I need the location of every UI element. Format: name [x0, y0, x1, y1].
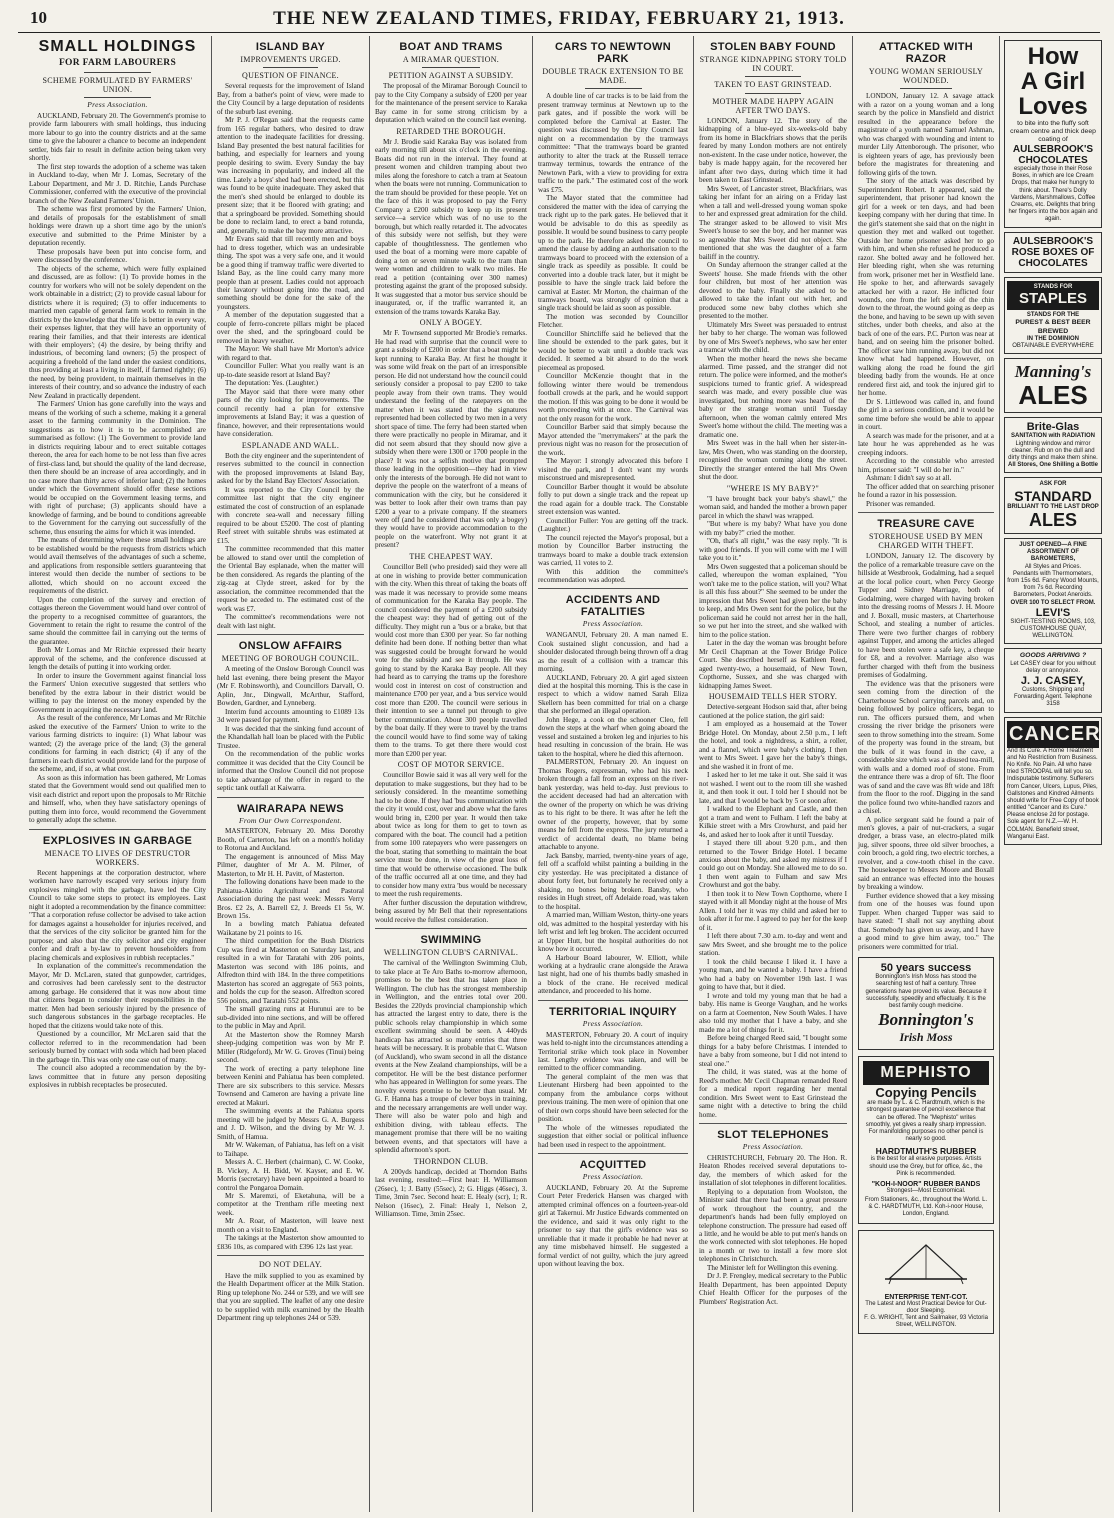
advert-casey — [1004, 648, 1102, 712]
ad-price: All Stores, One Shilling a Bottle — [1007, 462, 1098, 469]
paragraph: Recent happenings at the corporation destructor, where workmen have narrowly escaped very serious injury from explosives mingled with the garbage, have led the City Council to take some steps to protect its employees. Last night it adopted a recommendation by the finance committee: "That a corporation refuse collector be advised to take action for damages against a householder for injuries received, and that the services of the city solicitor be granted him for the purpose; and also that the city solicitor and city engineer confer and draft a by-law to prevent householders from placing chemicals and explosives in rubbish receptacles." — [29, 868, 206, 962]
ad-brand: J. J. CASEY, — [1020, 674, 1086, 687]
column-3 — [369, 36, 532, 1512]
ad-brand: LEVI'S — [1035, 606, 1071, 619]
deck: TAKEN TO EAST GRINSTEAD. — [714, 80, 832, 90]
paragraph: Mrs Sweet was in the hall when her sister-in-law, Mrs Owen, who was standing on the doorstep, recognised the woman coming along the street. Directly the stranger entered the hall Mrs Owen shut the door. — [699, 439, 847, 482]
article-body — [29, 112, 206, 825]
advert-brite-glas — [1004, 417, 1102, 473]
ad-tagline: BREWED — [1037, 327, 1069, 335]
headline-treasure-cave: TREASURE CAVE — [877, 518, 975, 531]
paragraph: The small grazing runs at Hurunui are to be sub-divided into nine sections, and will be offered to the public in May and April. — [217, 1005, 364, 1031]
paragraph: A search was made for the prisoner, and at a late hour he was apprehended as he was creeping indoors. — [858, 431, 994, 457]
deck: MEETING OF BOROUGH COUNCIL. — [221, 654, 360, 664]
paragraph: The general complaint of the men was that Lieutenant Hirsberg had been appointed to the company from the ambulance corps without previous training. The men were of opinion that one of their own corps should have been selected for the position. — [538, 1072, 688, 1124]
ad-tagline: OVER 100 TO SELECT FROM. — [1010, 599, 1096, 606]
newspaper-title: THE NEW ZEALAND TIMES, FRIDAY, FEBRUARY 21, 1913. — [273, 8, 845, 29]
ad-tagline: OBTAINABLE EVERYWHERE — [1012, 342, 1094, 349]
deck: A MIRAMAR QUESTION. — [402, 55, 500, 64]
ad-body: And its Cure. A Home Treatment and No Restriction from Business. No Knife. No Pain. All who have tried STROOPAL will tell you so. Indisputable testimony. Sufferers from Cancer, Ulcers, Lupus, Piles, Gallstones and Kindred Ailments should write for Free Copy of book entitled "Cancer and its Cure." Please enclose 2d for postage. Sole agent for N.Z.—W. H. COLMAN. Benefield street, Wanganui East. — [1007, 747, 1099, 840]
paragraph: A married man, William Weston, thirty-one years old, was admitted to the hospital yesterday with his left wrist and left leg broken. The accident occurred at Upper Hutt, but the hospital authorities do not know how it occurred. — [538, 911, 688, 954]
paragraph: The Mayor: I strongly advocated this before I visited the park, and I don't want my words misconstrued and misrepresented. — [538, 457, 688, 483]
paragraph: The means of determining where these small holdings are to be established would be the requests from districts which would avail themselves of the advantages of such a scheme, and applications from responsible settlers guaranteeing that interest would then decide the number of sections to be allotted, which should on no account exceed the requirements of the district. — [29, 536, 206, 596]
article-divider — [375, 928, 527, 929]
ad-body: The Latest and Most Practical Device for Out-door Sleeping. — [865, 1300, 987, 1314]
ad-address: SIGHT-TESTING ROOMS, 103, CUSTOMHOUSE QUAY, WELLINGTON. — [1010, 618, 1096, 640]
paragraph: Mrs Owen suggested that a policeman should be called, whereupon the woman explained, "You won't take me to the police station, will you? What is all this fuss about?" She seemed to be under the impression that Mrs Sweet had given her the baby to keep, and Mrs Owen sent for the police, but the policeman said he could not arrest her in the hall, so we put her into the street, and she walked with him to the police station. — [699, 562, 847, 639]
paragraph: In order to insure the Government against financial loss the Farmers' Union executive suggested that settlers who benefited by the extra labour in their district would be willing to pay the interest on the money expended by the Government in acquiring the necessary land. — [29, 671, 206, 714]
paragraph: The committee recommended that this matter be allowed to stand over until the completion of the Oriental Bay esplanade, when the matter will be then considered. As regards the planting of the zig-zag at Clyde street, asked for by the association, the committee recommended that the request be acceded to. The estimated cost of the work was £7. — [217, 545, 364, 613]
paragraph: The first step towards the adoption of a scheme was taken in Auckland to-day, when Mr J. Lomas, Secretary of the Labour Department, and Mr J. D. Ritchie, Lands Purchase Commissioner, conferred with the executive of the provincial branch of the New Zealand Farmers' Union. — [29, 162, 206, 205]
paragraph: "But where is my baby? What have you done with my baby?" cried the mother. — [699, 520, 847, 537]
paragraph: The engagement is announced of Miss May Pilmer, daughter of Mr A. M. Pilmer, of Masterton, to Mr H. H. Pavitt, of Masterton. — [217, 852, 364, 878]
paragraph: The evidence was that the prisoners were seen coming from the direction of the Charterhouse School carrying parcels and, on being followed by police officers, began to run. The officers pursued them, and when crossing the river bridge the prisoners were seen to throw something into the stream. Some of the property was found in the stream, but the bulk of it was found in the cave, a considerable size which was a disused tea-mill, with walls and a domed roof of stone. From the entrance there was a drop of 6ft. The floor was of sand and the cave was 8ft wide and 18ft from the floor to the roof. Digging in the sand the police found two white-handled razors and a chisel. — [858, 679, 994, 816]
article-body — [217, 82, 364, 438]
ad-tagline: IN THE DOMINION — [1027, 335, 1079, 342]
masthead — [18, 6, 1100, 33]
article-divider — [538, 1153, 688, 1154]
headline-swimming: SWIMMING — [420, 934, 482, 947]
ad-tagline: ASK FOR — [1039, 481, 1067, 488]
divider — [585, 88, 642, 89]
article-body — [858, 92, 994, 508]
advert-mephisto — [858, 1056, 994, 1223]
headline-boat-and-trams: BOAT AND TRAMS — [399, 41, 503, 53]
paragraph: When the mother heard the news she became alarmed. Time passed, and the stranger did not return. The police were informed, and the mother's suspicions turned to frantic grief. A widespread search was made, and every possible clue was investigated, but nothing more was heard of the baby or the strange woman until Tuesday afternoon, when the woman calmly entered Mrs Sweet's home without the child. The meeting was a dramatic one. — [699, 354, 847, 439]
article-body — [699, 495, 847, 690]
headline-attacked-with-razor: ATTACKED WITH RAZOR — [879, 41, 973, 65]
ad-subheadline: HARDTMUTH'S RUBBER — [875, 1146, 977, 1157]
column-5 — [693, 36, 852, 1512]
paragraph: Mr S. Maremzi, of Eketahuna, will be a competitor at the Trentham rifle meeting next week. — [217, 1191, 364, 1217]
paragraph: LONDON, January 12. The story of the kidnapping of a blue-eyed six-weeks-old baby from its home in Blackfriars shows that the perils feared by many London mothers are not entirely non-existent. In the case under notice, however, the baby is made happy again, for the recovered her infant after two days, during which time it had been taken to East Grinstead. — [699, 116, 847, 185]
headline-cars-to-newtown: CARS TO NEWTOWN PARK — [555, 41, 671, 65]
section-heading: COST OF MOTOR SERVICE. — [397, 760, 505, 770]
paragraph: Replying to a deputation from Woolston, the Minister said that there had been a great pressure of work throughout the country, and the department's hands had been fully employed on telephone construction. The pressure had eased off a little, and he would be able to put men's hands on the work connected with slot telephones. He hoped in a month or two to install a few more slot telephones in Christchurch. — [699, 1187, 847, 1264]
deck: WELLINGTON CLUB'S CARNIVAL. — [383, 948, 519, 958]
column-1 — [24, 36, 211, 1512]
paragraph: Interim fund accounts amounting to £1089 13s 3d were passed for payment. — [217, 707, 364, 725]
headline-explosives: EXPLOSIVES IN GARBAGE — [42, 834, 193, 847]
divider — [84, 72, 151, 73]
deck: QUESTION OF FINANCE. — [242, 71, 339, 81]
headline-accidents: ACCIDENTS AND FATALITIES — [565, 594, 661, 619]
staples-banner — [1007, 281, 1099, 311]
paragraph: AUCKLAND, February 20. At the Supreme Court Peter Frederick Hansen was charged with attempted criminal offences on a fourteen-year-old girl at Takernui. Mr Justice Edwards commented on the evidence, and said it was only right to the prisoner to say that the girl's evidence was so unreliable that it made it probable he had never at any time misbehaved himself. He suggested a formal verdict of not guilty, which the jury agreed upon without leaving the box. — [538, 1183, 688, 1269]
ad-body: Lightning window and mirror cleaner. Rub on on the dull and dirty things and make them shine. — [1008, 440, 1098, 462]
ad-brand: AULSEBROOK'S — [1012, 235, 1094, 247]
paragraph: Before being charged Reed said, "I bought some things for a baby before Christmas. I intended to have a baby from someone, but I did not intend to steal one." — [699, 1034, 847, 1068]
article-body — [375, 329, 527, 550]
ad-brand: Bonnington's — [878, 1010, 974, 1030]
advert-mannings-ales — [1004, 358, 1102, 413]
ad-tagline: BRILLIANT TO THE LAST DROP — [1007, 504, 1099, 510]
ad-product: CHOCOLATES — [1018, 257, 1088, 269]
article-body — [375, 771, 527, 924]
paragraph: I then took it to New Town Copthorne, where I stayed with it all Monday night at the house of Mrs Allen. I told her it was my child and asked her to look after it for me. I agreed to pay her for the keep of it. — [699, 889, 847, 932]
paragraph: Several requests for the improvement of Island Bay, from a bather's point of view, were made to the City Council by a large deputation of residents of the suburb last evening. — [217, 82, 364, 116]
credit-line: Press Association. — [742, 1142, 804, 1152]
paragraph: In a bowling match Pahiatua defeated Waikatane by 21 points to 16. — [217, 920, 364, 937]
paragraph: Councillor Shirtcliffe said he believed that the line should be extended to the park gates, but it would be better to wait until a double track was decided. It seemed a bit absurd to do the work piecemeal as proposed. — [538, 329, 688, 372]
paragraph: The Mayor: We shall have Mr Morton's advice with regard to that. — [217, 345, 364, 362]
paragraph: WANGANUI, February 20. A man named E. Cook sustained slight concussion, and had a shoulder dislocated through being thrown off a drag as the result of a collision with a tramcar this morning. — [538, 631, 688, 674]
ad-product: ROSE BOXES OF — [1011, 246, 1095, 258]
ad-headline: CANCER — [1007, 721, 1099, 748]
deck: SCHEME FORMULATED BY FARMERS' UNION. — [42, 75, 193, 95]
ad-body: Strongest—Most Economical. — [886, 1187, 966, 1194]
paragraph: Both the city engineer and the superintendent of reserves submitted to the council in connection with the proposed improvements at Island Bay, asked for by the Island Bay Electors' Association. — [217, 451, 364, 486]
paragraph: After further discussion the deputation withdrew, being assured by Mr Bell that their representations would receive the fullest consideration. — [375, 898, 527, 924]
section-heading: "WHERE IS MY BABY?" — [726, 483, 820, 493]
article-divider — [217, 797, 364, 798]
paragraph: On the recommendation of the public works committee it was decided that the City Council be informed that the Onslow Council did not propose to take advantage of the offer in regard to the septic tank outfall at Kaiwarra. — [217, 750, 364, 793]
credit-line: From Our Own Correspondent. — [239, 815, 342, 825]
paragraph: Ashman: I didn't say so at all. — [866, 474, 952, 483]
paragraph: Ultimately Mrs Sweet was persuaded to entrust her baby to her charge. The woman was followed by one of Mrs Sweet's nephews, who saw her enter a tramcar with the child. — [699, 320, 847, 355]
ad-subheadline: Copying Pencils — [875, 1085, 977, 1101]
paragraph: Mr J. Brodie said Karaka Bay was isolated from early morning till about six o'clock in the evening. Boats did not run in the interval. They found at present women and children tramping about two miles along the foreshore to catch a tram at Seatoun when the boats were not running. Communication to the tram should be provided for these people. Yet on the face of this it was proposed to pay the Ferry Company a £200 subsidy to keep up its present service—a service which was of no use to the borough, but which really retarded it. The advocates of this subsidy were not selfish, but they were capable of thoughtlessness. The gentlemen who used the boat of a morning were more capable of doing a ten or seven minute walk to the tram than were women and children to walk two miles. He read a petition (containing over 300 names) protesting against the grant of the proposed subsidy. It was suggested that a motor bus service should be inaugurated, or, if the traffic warranted it, an extension of the trams towards Karaka Bay. — [375, 137, 527, 316]
paragraph: MASTERTON, February 20. A court of inquiry was held to-night into the circumstances attending a Territorial strike which took place in November last. Lengthy evidence was taken, and will be remitted to the officer commanding. — [538, 1030, 688, 1073]
section-heading: HOUSEMAID TELLS HER STORY. — [708, 692, 838, 702]
ad-headline: ENTERPRISE TENT-COT. — [884, 1293, 968, 1301]
paragraph: Jack Bansby, married, twenty-nine years of age, fell off a scaffold whilst painting a building in the city yesterday. He was precipitated a distance of about forty feet, but fortunately he received only a shaking, no bones being broken. Bansby, who resides in Hugh street, off Adelaide road, was taken to the hospital. — [538, 851, 688, 911]
paragraph: The whole of the witnesses repudiated the suggestion that either social or political influence had been used in respect to the appointment. — [538, 1123, 688, 1149]
column-2 — [211, 36, 369, 1512]
ad-brand: AULSEBROOK'S — [1012, 144, 1094, 156]
ad-footer: F. G. WRIGHT, Tent and Sailmaker, 93 Victoria Street, WELLINGTON. — [864, 1315, 988, 1329]
paragraph: With this addition the committee's recommendation was adopted. — [538, 567, 688, 584]
article-body — [217, 827, 364, 1251]
ad-product: ALES — [1028, 510, 1077, 531]
paragraph: I stayed there till about 9.20 p.m., and then returned to the Tower Bridge Hotel. I became anxious about the baby, and asked my mistress if I could go out on Monday. She allowed me to do so. I then went again to Fulham and saw Mrs Crowhurst and got the baby. — [699, 839, 847, 890]
paragraph: CHRISTCHURCH, February 20. The Hon. R. Heaton Rhodes received several deputations to-day, the members of which asked for the installation of slot telephones in different localities. — [699, 1153, 847, 1188]
ad-tagline: STANDS FOR THE — [1026, 312, 1080, 319]
tent-cot-illustration — [881, 1239, 971, 1285]
headline-acquitted: ACQUITTED — [579, 1159, 647, 1172]
paragraph: I left there about 7.30 a.m. to-day and went and saw Mrs Sweet, and she brought me to the police station. — [699, 932, 847, 958]
paragraph: A double line of car tracks is to be laid from the present tramway terminus at Newtown up to the park gates, and if possible the work will be completed before the Carnival at Easter. The question was discussed by the City Council last night on a recommendation by the tramways committee: "That the tramways board be granted authority to alter the track at the Russell terrace tramway terminus, towards the entrance of the Newtown Park, with a view to providing for extra traffic to the park." The estimated cost of the work was £75. — [538, 92, 688, 194]
credit-line: Press Association. — [87, 100, 148, 110]
article-body — [538, 1184, 688, 1269]
ad-footer: From Stationers, &c., throughout the World. L. & C. HARDTMUTH, Ltd. Koh-i-noor House, London, England. — [864, 1197, 988, 1218]
ad-headline: Loves — [1018, 93, 1088, 121]
ad-tagline: STANDS FOR — [1033, 283, 1073, 290]
paragraph: Councillor Fuller: What you really want is an up-to-date seaside resort at Island Bay? — [217, 362, 364, 379]
advert-levis-barometers — [1004, 538, 1102, 644]
advert-aulsebrook-how-a-girl-loves — [1004, 40, 1102, 228]
paragraph: Mr Evans said that till recently men and boys had to dress together, which was an undesirable thing. The spot was a very safe one, and it would be a good thing if tramway traffic were diverted to Island Bay, as the line could carry many more people than at present. Ladies could not approach their lavatory without going into the road, and something should be done for the sake of the youngsters. — [217, 235, 364, 311]
paragraph: The carnival of the Wellington Swimming Club, to take place at Te Aro Baths to-morrow afternoon, promises to be the best that has taken place in Wellington. The club has the strongest membership in Wellington, and the entries total over 200. Besides the 220yds provincial championship which has attracted the largest entry to date, there is the public schools relay championship in which some excellent swimming should be seen. A 440yds handicap has attracted so many entries that three heats will be necessary. It is probable that C. Watson (of Auckland), who swam second in all the distance events at the New Zealand championships, will be a competitor. He will be the best distance performer who has appeared in Wellington for some years. The novelty events promise to be better than usual. Mr G. F. Hanna has a troupe of clever boys in training, and the necessary arrangements are well under way. There will also be water polo and high and exhibition diving, with tableau effects. The management promise that there will be no waiting between events, and that spectators will have a splendid afternoon's sport. — [375, 959, 527, 1155]
paragraph: A police sergeant said he found a pair of men's gloves, a pair of nut-crackers, a sugar dredger, a brass vase, an electro-plated milk jug, silver spoons, three old silver brooches, a coin brooch, a gold ring, two electric torches, a revolver, and a cow-tooth chisel in the cave. The housekeeper to Messrs Moore and Boxall said an entrance was effected into the houses by breaking a window. — [858, 815, 994, 892]
ad-body: especially those in their Rose Boxes, in which are Ice Cream Drops, that make her hungry to think about. There's Dolly Vardens, Marshmallows, Coffee Creams, etc. Delights that bring her fingers into the box again and again. — [1008, 166, 1098, 223]
paragraph: A meeting of the Onslow Borough Council was held last evening, there being present the Mayor (Mr F. Robinsworth), and Councillors Darvall, O. Aplin, Jnr., Dingwall, McArthur, Stafford, Bowden, Gardner, and Lynneberg. — [217, 665, 364, 708]
advert-staples — [1004, 277, 1102, 355]
divider — [422, 67, 480, 68]
paragraph: The work of erecting a party telephone line between Kenini and Pahiatua has been completed. There are six subscribers to this service. Messrs Townsend and Cameron are having a private line erected at Makuri. — [217, 1064, 364, 1107]
advertisement-column — [999, 36, 1102, 1512]
section-heading: RETARDED THE BOROUGH. — [396, 126, 506, 136]
section-heading: ESPLANADE AND WALL. — [241, 440, 340, 450]
paragraph: Mrs Sweet, of Lancaster street, Blackfriars, was taking her infant for an airing on a Friday last when a tall and well-dressed young woman spoke to her and expressed great admiration for the child. The stranger asked to be allowed to visit Mrs Sweet's house to see the boy, and her manner was so agreeable that Mrs Sweet did not object. She mentioned that she was the daughter of a farm bailiff in the country. — [699, 184, 847, 261]
headline-territorial: TERRITORIAL INQUIRY — [549, 1005, 677, 1018]
column-4 — [532, 36, 693, 1512]
deck: STOREHOUSE USED BY MEN CHARGED WITH THEFT. — [869, 532, 983, 551]
paragraph: The officer added that on searching prisoner he found a razor in his possession. — [858, 482, 994, 500]
ad-brand: STANDARD — [1014, 487, 1092, 504]
article-body — [858, 552, 994, 951]
headline-small-holdings: SMALL HOLDINGS — [38, 38, 197, 55]
paragraph: "Oh, that's all right," was the easy reply. "It is with good friends. If you will come with me I will take you to it." — [699, 537, 847, 563]
paragraph: MASTERTON, February 20. Miss Dorothy Booth, of Carterton, has left on a month's holiday to Rotorua and Auckland. — [217, 827, 364, 853]
paragraph: On Sunday afternoon the stranger called at the Sweets' house. She made friends with the other four children, but most of her attention was devoted to the baby. Finally she asked to be allowed to take the infant out with her, and produced some new baby clothes which she presented to the mother. — [699, 261, 847, 321]
paragraph: A Harbour Board labourer, W. Elliott, while working at a hydraulic crane alongside the Arawa last night, had one of his thumbs badly smashed in a block of the crane. He received medical attendance, and proceeded to his home. — [538, 953, 688, 996]
paragraph: The Mayor stated that the committee had considered the matter with the idea of carrying the track right up to the park gates. He believed that it would be advisable to do this as speedily as possible. It would be sound business to carry people up to the park. He therefore asked the council to amend the clause by adding an authorisation to the tramways board to proceed with the extension of a single track as speedily as possible. It could be converted into a double track later, but it might be possible to have the single track laid before the carnival at Easter. Mr Morton, the chairman of the tramways board, was strongly of opinion that a single track should be laid as soon as possible. — [538, 194, 688, 313]
advert-tent-cot — [858, 1230, 994, 1335]
article-divider — [699, 1123, 847, 1124]
paragraph: According to the constable who arrested him, prisoner said: "I will do her in." — [858, 457, 994, 474]
paragraph: Councillor Bell (who presided) said they were all at one in wishing to provide better communication with the city. When this threat of taking the boats off was made it was necessary to provide some means of communication for the Karaka Bay people. The council considered the payment of a £200 subsidy the cheapest way: they had of getting out of the difficulty. They might run a 'bus or a brake, but that would cost more than £300 per year. So far nothing definite had been done. If nothing better than what was suggested could be brought forward he would vote for the subsidy and see it through. He was going to stand by the Karaka Bay people. All they had heard as to carrying the trams up the foreshore would cost in interest on cost of construction and maintenance £700 per year, and a 'bus service would cost more than £200. The council were serious in their intention to see a tunnel put through to give better communication. About 300 people travelled by the boat daily. If they were to travel by the trams the council would have to find some way of taking them to the trams. To get there there would cost more than £200 per year. — [375, 563, 527, 758]
credit-line: Press Association. — [582, 619, 644, 629]
divider — [900, 88, 952, 89]
headline-onslow: ONSLOW AFFAIRS — [238, 640, 343, 653]
paragraph: LONDON, January 12. The discovery by the police of a remarkable treasure cave on the hillside at Westbrook, Godalming, had a sequel at the local police court, when Percy George Tupper and Sidney Marriage, both of Godalming, were charged with having broken into the dressing rooms of Messrs J. H. Moore and J. Boxall, music masters, at Charterhouse School, and stealing a number of articles. There were two further charges of robbery against Tupper, and among the articles alleged to have been stolen were a safe key, a cheque for £8, and a revolver. Marriage also was further charged with theft from the business premises of Godalming. — [858, 552, 994, 680]
paragraph: John Hege, a cook on the schooner Cleo, fell down the steps at the wharf when going aboard the vessel and sustained a broken leg and injuries to his head resulting in concussion of the brain. He was taken to the hospital, where he died this afternoon. — [538, 715, 688, 758]
section-heading: THORNDON CLUB. — [413, 1156, 489, 1166]
page-number: 10 — [30, 8, 47, 27]
divider — [84, 97, 151, 98]
paragraph: LONDON, January 12. A savage attack with a razor on a young woman and a long search by the police in Mansfield and district resulted in the appearance before the magistrate of a youth named Samuel Ashman, who was charged with wounding and intent to murder Lily Attenborough. The prisoner, who is eighteen years of age, has previously been before the magistrates for threatening and following girls of the town. — [858, 92, 994, 177]
paragraph: I took the child because I liked it. I have a young man, and he wanted a baby. I have a friend who had a baby on November 19th last. I was going to have that, but it died. — [699, 957, 847, 992]
paragraph: Both Mr Lomas and Mr Ritchie expressed their hearty approval of the scheme, and the conference discussed at length the details of putting it into working order. — [29, 646, 206, 672]
paragraph: Councillor Bowie said it was all very well for the deputation to make suggestions, but they had to be seriously considered. In the meantime something had to be done. If they had 'bus communication with the city it would cost, over and above what the fares would bring in, £200 per year. It would then take about twice as long for them to get to town as compared with the boat. The council had a petition from some 100 ratepayers who were passengers on the boat, stating that something to maintain the boat service must be done, in view of the great loss of time that would be otherwise occasioned. The bulk of the traffic occurred all at one time, and they had to consider how many extra 'bus would be necessary to meet the rush requirements. — [375, 771, 527, 899]
ad-product: ALES — [1018, 380, 1088, 411]
paragraph: The third competition for the Bush Districts Cup was fired at Masterton on Saturday last, and resulted in a win for Taratahi with 206 points, Masterton was second with 186 points, and Alfredton third with 184. In the three competitions Masterton has scored an aggregate of 563 points, and holds the cup for the season. Alfredton scored 556 points, and Taratahi 552 points. — [217, 937, 364, 1005]
ad-brand: Brite-Glas — [1026, 421, 1080, 434]
article-body — [699, 703, 847, 1119]
paragraph: The swimming events at the Pahiatua sports meeting will be judged by Messrs G. A. Burgess and J. D. Wilson, and the diving by Mr W. J. Smith, of Hamua. — [217, 1107, 364, 1141]
paragraph: In explanation of the committee's recommendation the Mayor, Mr D. McLaren, stated that gunpowder, cartridges, and corrosives had been carelessly sent to the destructor among garbage. He considered that it was now about time that citizens began to consider their responsibilities in the matter. Men had been seriously injured by the presence of such dangerous substances in the garbage receptacles. He hoped that the citizens would take note of this. — [29, 962, 206, 1030]
paragraph: AUCKLAND, February 20. A girl aged sixteen died at the hospital this morning. This is the case in respect to which a widow named Sarah Eliza Skellern has been committed for trial on a charge that she performed an illegal operation. — [538, 673, 688, 716]
paragraph: Have the milk supplied to you as examined by the Health Department officer at the Milk Station. Ring up telephone No. 244 or 539, and we will see that you are supplied. The leaflet of any one desire to be supplied with milk examined by the Health Department ring up telephones 244 or 539. — [217, 1271, 364, 1322]
ad-headline: How — [1027, 43, 1079, 70]
divider — [745, 93, 801, 94]
advert-cancer-cure — [1004, 717, 1102, 845]
paragraph: Upon the completion of the survey and erection of cottages thereon the Government would hand over control of the property to a recognised committee of guarantors, the Government to retain the right to resume the control of the same should the committee fail in carrying out the terms of the guarantee. — [29, 595, 206, 646]
paragraph: I am employed as a housemaid at the Tower Bridge Hotel. On Monday, about 2.50 p.m., I left the hotel, and took a nightdress, a shirt, a roller, and a flannel, which were baby's clothing. I then went to Mrs Sweet. I gave her the baby's things, and she washed it in front of me. — [699, 720, 847, 771]
ad-headline: MEPHISTO — [863, 1061, 989, 1085]
paragraph: The deputation: Yes. (Laughter.) — [225, 379, 319, 388]
credit-line: Press Association. — [582, 1172, 644, 1182]
paragraph: I wrote and told my young man that he had a baby. His name is George Vaughan, and he works on a farm at Coementon, New South Wales. I have also told my mother that I have a baby, and she made me a lot of things for it. — [699, 991, 847, 1034]
paragraph: I walked to the Elephant and Castle, and then got a tram and went to Fulham. I left the baby at Kilkie street with a Mrs Crowhurst, and paid her 4s, and asked her to look after it until Tuesday. — [699, 805, 847, 839]
article-body — [375, 1168, 527, 1219]
article-divider — [858, 512, 994, 513]
section-heading: THE CHEAPEST WAY. — [409, 551, 493, 561]
section-heading: ONLY A BOGEY. — [419, 318, 483, 328]
paragraph: The Farmers' Union has gone carefully into the ways and means of the working of such a scheme, making it a general asset to the farming community in the Dominion. The suggestions as to how it is to be accomplished are summarised as follow: (1) The Government to provide land in districts requiring labour and to erect suitable cottages thereon, the area for each home to be not less than five acres of first-class land, but should the quality of the land decrease, then there should be an increase of area accordingly, and in no case more than thirty acres of inferior land; (2) the homes under which the Government should offer these sections would be occupied on the Government leasing terms, and with right of purchase; (3) applicants should have a knowledge of farming, and be bound to conditions agreeable to the Government for the carrying out successfully of the scheme, thus ensuring the aims for which it was intended. — [29, 400, 206, 536]
deck: YOUNG WOMAN SERIOUSLY WOUNDED. — [868, 67, 984, 86]
paragraph: Mr A. Roar, of Masterton, will leave next month on a visit to England. — [217, 1217, 364, 1234]
ad-brand-line: Irish Moss — [899, 1030, 953, 1045]
paragraph: The council rejected the Mayor's proposal, but a motion by Councillor Barber instructing the tramways board to make a double track extension was carried, 11 votes to 2. — [538, 533, 688, 568]
paragraph: The Mayor said that there were many other parts of the city looking for improvements. The council recently had a plan for extensive improvements at Island Bay; it was a question of finance, however, and their representations would have consideration. — [217, 387, 364, 439]
article-divider — [217, 1255, 364, 1256]
article-body — [375, 959, 527, 1154]
paragraph: These proposals have been put into concise form, and were discussed by the conference. — [29, 247, 206, 265]
paragraph: The proposal of the Miramar Borough Council to pay to the City Company a subsidy of £200 per year for the maintenance of the present service to Karaka Bay came in for some strong criticism by a deputation which waited on the council last evening. — [375, 82, 527, 125]
paragraph: The Minister left for Wellington this evening. — [707, 1263, 838, 1272]
paragraph: Further evidence showed that a key missing from one of the houses was found upon Tupper. When charged Tupper was said to have stated: "I shall not say anything about that. Somebody has given us away, and I have a good mind to give him away, too." The prisoners were committed for trial. — [858, 891, 994, 951]
article-divider — [538, 588, 688, 589]
article-body — [217, 452, 364, 630]
headline-wairarapa: WAIRARAPA NEWS — [237, 802, 344, 815]
headline-slot-telephones: SLOT TELEPHONES — [717, 1129, 829, 1142]
advert-standard-ales — [1004, 477, 1102, 534]
ad-headline: A Girl — [1020, 68, 1086, 96]
article-divider — [538, 1000, 688, 1001]
paragraph: At the Masterton show the Romney Marsh sheep-judging competition was won by Mr P. Miller (Ridgeford), Mr W. G. Groves (Tinui) being second. — [217, 1030, 364, 1065]
ad-body: to bite into the fluffy soft cream centre and thick deep coating of — [1010, 119, 1096, 143]
article-body — [538, 1031, 688, 1150]
article-body — [375, 82, 527, 124]
paragraph: It was reported to the City Council by the committee last night that the city engineer estimated the cost of construction of an esplanade with concrete sea-wall and necessary filling required to be about £5200. The cost of planting Reef street with suitable shrubs was estimated at £15. — [217, 485, 364, 545]
article-body — [699, 117, 847, 482]
paragraph: Dr S. Littlewood was called in, and found the girl in a serious condition, and it would be some time before she would be able to appear in court. — [858, 397, 994, 432]
paragraph: AUCKLAND, February 20. The Government's promise to provide farm labourers with small holdings, thus inducing more labour to go into the country districts and at the same time to give the labourer a chance to become an independent settler, bids fair to result in definite action being taken very shortly. — [29, 111, 206, 163]
ad-body: is the best for all erasive purposes. Artists should use the Grey, but for office, &c., the Pink is recommended. — [869, 1156, 983, 1177]
paragraph: A 200yds handicap, decided at Thorndon Baths last evening, resulted:—First heat: H. Williamson (26sec), 1; J. Batty (55sec), 2; G. Higgs (46sec), 3. Time, 3min 7sec. Second heat: E. Healy (scr), 1; R. Nelson (16sec), 2. Final: Healy 1, Nelson 2, Williamson. Time, 3min 25sec. — [375, 1167, 527, 1219]
ad-tagline: PUREST & BEST BEER — [1015, 319, 1091, 327]
ad-headline: 50 years success — [880, 962, 972, 975]
ad-product: CHOCOLATES — [1018, 155, 1088, 167]
ad-subheadline: All Styles and Prices. — [1024, 563, 1082, 570]
paragraph: Dr J. P. Frengley, medical secretary to the Public Health Department, has been appointed Deputy Chief Health Officer for the purposes of the Plumbers' Registration Act. — [699, 1272, 847, 1306]
ad-body: Let CASEY clear for you without delay or annoyance. — [1010, 660, 1096, 674]
article-body — [375, 138, 527, 316]
article-body — [217, 665, 364, 792]
paragraph: As soon as this information has been gathered, Mr Lomas stated that the Government would send out qualified men to visit each district and report upon the proposals to Mr Ritchie and himself, who, when they have satisfactory openings of putting them into force, would recommend the Government to generally adopt the scheme. — [29, 773, 206, 825]
headline-island-bay: ISLAND BAY — [255, 41, 326, 53]
deck: IMPROVEMENTS URGED. — [240, 55, 341, 64]
ad-tagline: SANITATION with RADIATION — [1011, 433, 1095, 440]
paragraph: The story of the attack was described by Superintendent Robert. It appeared, said the superintendent, that prisoner had known the girl for a week or ten days, and had been keeping company with her during that time. In the girl's statement she said that on the night in question they met and walked out together. Outside her home prisoner asked her to go with him, and when she refused he produced a razor. She bolted away and he followed her. Her bleeding right, when she was returning from work, prisoner met her in Westfield lane. He spoke to her, and afterwards savagely attacked her with a razor. He inflicted four wounds, one from the left side of the chin down to the throat, the wound going as deep as the bone, and having to be sewn up with seven stitches, under both cheeks, and also at the back of one of the ears. P.C. Purton was near at hand, and on seeing him the prisoner bolted. The officer saw him running away, but did not know what had happened. However, on walking along the road he found the girl bleeding badly from the wounds. He at once rendered first aid, and took the injured girl to her home. — [858, 177, 994, 398]
paragraph: A member of the deputation suggested that a couple of ferro-concrete pillars might be placed over the shed, and the springboard could be removed in heavy weather. — [217, 311, 364, 345]
paragraph: The scheme was first promoted by the Farmers' Union, and details of proposals for the establishment of small holdings were drawn up a short time ago by the union's executive and submitted to the Prime Minister by a deputation recently. — [29, 205, 206, 248]
article-body — [699, 1154, 847, 1307]
paragraph: The motion was seconded by Councillor Fletcher. — [538, 312, 688, 330]
paragraph: "I have brought back your baby's shawl," the woman said, and handed the mother a brown paper parcel in which the shawl was wrapped. — [699, 494, 847, 520]
paragraph: I asked her to let me take it out. She said it was not washed. I went out to the room till she washed it, and then took it out. I told her I should not be late, and that I would be back by 5 or soon after. — [699, 771, 847, 805]
deck: MOTHER MADE HAPPY AGAIN AFTER TWO DAYS. — [712, 96, 834, 115]
paragraph: Mr F. Townsend supported Mr Brodie's remarks. He had read with surprise that the council were to grant a subsidy of £200 in order that a boat might be kept running to Karaka Bay. At first he thought it was some wild freak on the part of an irresponsible person. He did not understand how the council could seriously consider a proposal to pay £200 to take people away from their own trams. They would understand the feeling of the ratepayers on the matter when it was stated that the signatures represented had been collected by two men in a very short space of time. The ferry had been started when there were practically no people in Miramar, and it did not seem absurd that they should now give a subsidy when there were 1300 or 1700 people in the place? It was not a selfish motive that prompted those leading in the opposition—they had in view only the interests of the borough. He did not want to deprive the people on the waterfront of a means of communication with the city, but he considered it was better to look after their own trams than pay £200 a year to a private company. If the steamers were off (and he considered that was only a bogey) they would have to provide accommodation to the people on the waterfront. Why not grant it at present? — [375, 329, 527, 550]
deck: PETITION AGAINST A SUBSIDY. — [388, 71, 514, 81]
article-body — [375, 563, 527, 758]
divider — [745, 76, 801, 77]
paragraph: The following donations have been made to the Pahiatua-Akitio Agricultural and Pastoral Association during the past week: Messrs Verry Bros. £2 2s, A. Barrell £2, J. Breeds £1 5s, W. Brown 15s. — [217, 878, 364, 920]
paragraph: It was decided that the sinking fund account of the Khandallah hall loan be placed with the Public Trustee. — [217, 724, 364, 750]
paragraph: The objects of the scheme, which were fully explained and discussed, are as follow: (1) To provide homes in the country for workers who will not be solely dependent on the work obtainable in a district; (2) to provide casual labour for districts where it is required; (3) to offer inducements to married men capable of general farm work to remain in the districts by the knowledge that the life is better in every way, their expenses lighter, that they will have an opportunity of rearing their families, and that their interests are identical with their employers'; (4) the desire, by being thrifty and industrious, of becoming land owners; (5) the prospect of acquiring a freehold of the land under the easiest conditions, thus providing at least a living in itself, if farmed rightly; (6) the need, by being provident, to maintain themselves in the interests of their country, and so advance the industry of each New Zealand in practically dependent. — [29, 264, 206, 400]
credit-line: Press Association. — [582, 1018, 644, 1028]
paragraph: Mr P. J. O'Regan said that the requests came from 165 regular bathers, who desired to draw attention to the inadequate facilities for dressing. Island Bay presented the best natural facilities for bathing, and especially for learners and young people desiring to swim. Every Sunday the bay was increasing in popularity, and indeed all the time. Lately a boys' shed had been erected, but this was found to be quite inadequate. They asked that the men's shed should be enlarged to double its present size; that it be floored with grating; and that a springboard be provided. Something should be done to reclaim land, to erect a band rotunda, and, generally, to make the bay more attractive. — [217, 116, 364, 235]
paragraph: The takings at the Masterton show amounted to £836 10s, as compared with £396 12s last year. — [217, 1234, 364, 1251]
section-heading: DO NOT DELAY. — [258, 1260, 323, 1270]
paragraph: Councillor Barber thought it would be absolute folly to put down a single track and the repeat up the road again for a double track. The Constable street extension was wanted. — [538, 482, 688, 517]
paragraph: Later in the day the woman was brought before Mr Cecil Chapman at the Tower Bridge Police Court. She described herself as Kathleen Reed, aged twenty-two, a housemaid, of New Town, Copthorne, Sussex, and she was charged with kidnapping James Sweet. — [699, 639, 847, 690]
ad-body: Bonnington's Irish Moss has stood the searching test of half a century. Three generations have proved its value. Because it successfully, speedily and effectually. It is the best family cough medicine. — [865, 974, 987, 1009]
article-body — [29, 869, 206, 1090]
article-body — [538, 92, 688, 584]
paragraph: Councillor Barber said that simply because the Mayor attended the "merrymakers" at the park the previous night was no reason for the prosecution of the work. — [538, 423, 688, 457]
ad-footer: Customs, Shipping and Forwarding Agent. Telephone 3158 — [1014, 687, 1092, 708]
ad-body: Pendants with Thermometers, from 15s 6d. Fancy Wood Mounts, from 7s 6d. Recording Barometers, Pocket Aneroids. — [1007, 570, 1099, 599]
ad-subheadline: "KOH-I-NOOR" RUBBER BANDS — [871, 1180, 981, 1188]
deck: DOUBLE TRACK EXTENSION TO BE MADE. — [542, 67, 684, 86]
article-body — [538, 631, 688, 996]
paragraph: Prisoner was remanded. — [866, 499, 935, 508]
paragraph: Councillor McKenzie thought that in the following winter there would be tremendous football crowds at the park, and he would support the motion. If this was going to be done it would be worth proceeding with at once. The Carnival was not the only reason for the work. — [538, 372, 688, 423]
advert-bonningtons — [858, 957, 994, 1050]
deck: STRANGE KIDNAPPING STORY TOLD IN COURT. — [699, 55, 847, 74]
subheadline: FOR FARM LABOURERS — [58, 58, 177, 68]
paragraph: Questioned by a councillor, Mr McLaren said that the collector referred to in the recommendation had been seriously burned by contact with soda which had been placed in the garbage tin. This was only one case out of many. — [29, 1030, 206, 1064]
paragraph: The child, it was stated, was at the home of Reed's mother. Mr Cecil Chapman remanded Reed for a medical report regarding her mental condition. Mrs Sweet went to East Grinstead the same night with a detective to bring the child home. — [699, 1068, 847, 1119]
ad-headline: JUST OPENED—A FINE ASSORTMENT OF BAROMETERS, — [1019, 542, 1087, 563]
paragraph: Councillor Fuller: You are getting off the track. (Laughter.) — [538, 516, 688, 534]
paragraph: The committee's recommendations were not dealt with last night. — [217, 613, 364, 630]
ad-headline: GOODS ARRIVING ? — [1019, 652, 1087, 660]
column-6 — [852, 36, 999, 1512]
paragraph: Detective-sergeant Hodson said that, after being cautioned at the police station, the girl said: — [699, 703, 847, 720]
paragraph: Mr W. Wakeman, of Pahiatua, has left on a visit to Taihape. — [217, 1141, 364, 1158]
paragraph: PALMERSTON, February 20. An inquest on Thomas Rogers, expressman, who had his neck broken through a fall from an express on the river-bank yesterday, was held to-day. Just previous to the accident deceased had had an altercation with the owner of the property on which he was driving as to his right to be there. It was after he left the owner of the property, however, that by some means he fell from the express. The jury returned a verdict of accidental death, no blame being attachable to anyone. — [538, 758, 688, 852]
article-body — [217, 1272, 364, 1323]
ad-body: are made by L. & C. Hardtmuth, which is the strongest guarantee of pencil excellence that can be offered. The "Mephisto" writes smoothly, yet gives a really sharp impression. For manifolding purposes no other pencil is nearly so good. — [865, 1100, 987, 1143]
paragraph: The council also adopted a recommendation by the by-laws committee that in future any person depositing explosives in rubbish receptacles be prosecuted. — [29, 1064, 206, 1090]
deck: MENACE TO LIVES OF DESTRUCTOR WORKERS. — [44, 848, 191, 867]
paragraph: As the result of the conference, Mr Lomas and Mr Ritchie asked the executive of the Farmers' Union to write to the various farming districts to inquire: (1) What labour was wanted; (2) the average price of the land; (3) the general conditions for farming in each district; (4) if any of the farmers in each district would provide land for the purpose of the scheme, and, if so, at what cost. — [29, 714, 206, 774]
divider — [263, 67, 319, 68]
paragraph: Messrs A. C. Herbert (chairman), C. W. Cooke, B. Vickey, A. H. Bidd, W. Kayser, and E. W. Morris (secretary) have been appointed a board to control the Pongaroa Domain. — [217, 1158, 364, 1192]
ad-brand: Manning's — [1014, 362, 1092, 382]
article-divider — [29, 829, 206, 830]
advert-aulsebrook-rose-boxes — [1004, 232, 1102, 273]
headline-stolen-baby: STOLEN BABY FOUND — [710, 41, 836, 53]
article-divider — [217, 634, 364, 635]
ad-brand: STAPLES — [1018, 289, 1088, 307]
